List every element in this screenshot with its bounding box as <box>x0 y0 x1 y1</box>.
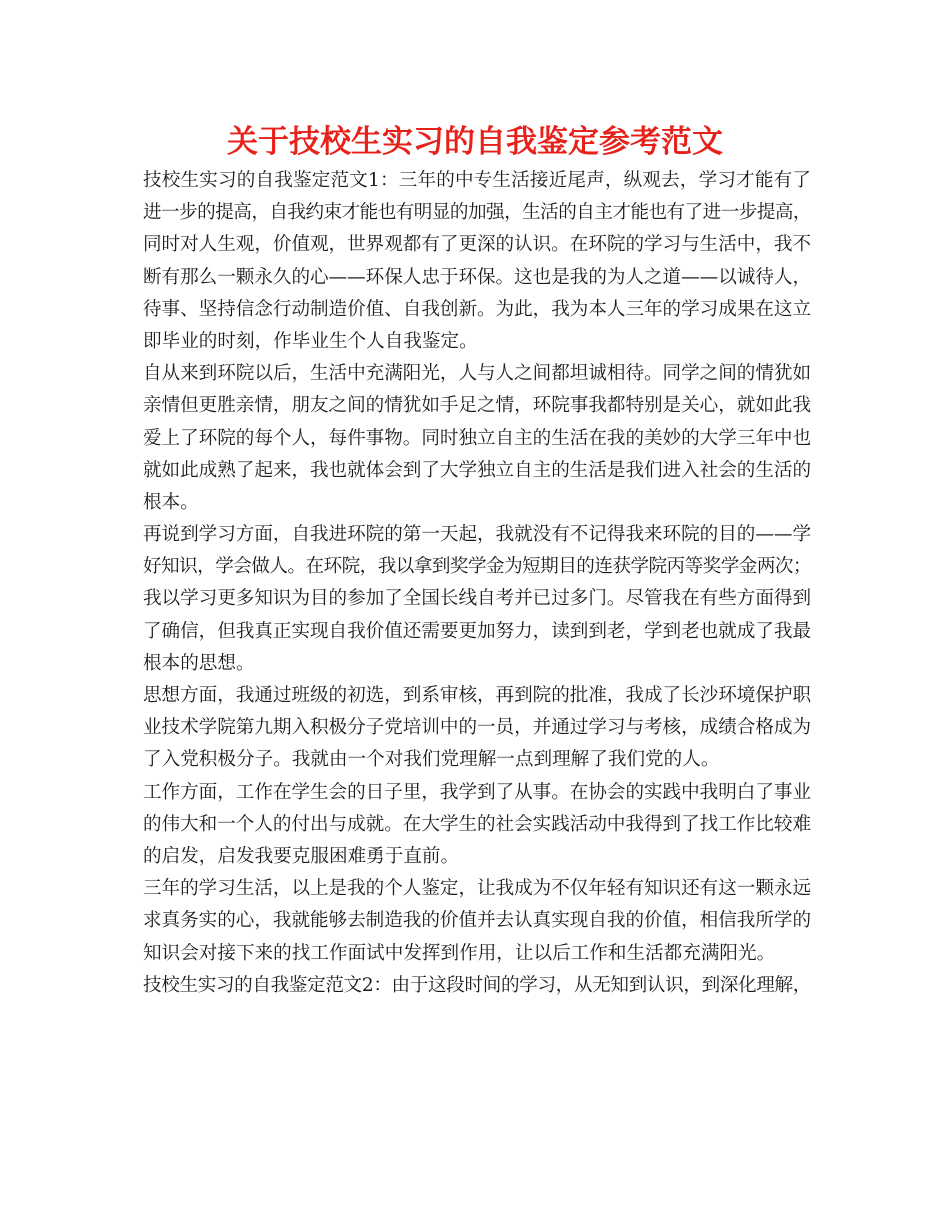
body-text-line: 就如此成熟了起来，我也就体会到了大学独立自主的生活是我们进入社会的生活的 <box>143 459 811 481</box>
body-text-line: 根本。 <box>143 491 199 513</box>
body-text-line: 即毕业的时刻，作毕业生个人自我鉴定。 <box>143 330 478 352</box>
body-text-line: 技校生实习的自我鉴定范文1：三年的中专生活接近尾声，纵观去，学习才能有了 <box>143 170 811 191</box>
body-text-line: 了确信，但我真正实现自我价值还需要更加努力，读到到老，学到老也就成了我最 <box>143 620 811 642</box>
body-text-line: 了入党积极分子。我就由一个对我们党理解一点到理解了我们党的人。 <box>143 749 720 771</box>
body-text-line: 待事、坚持信念行动制造价值、自我创新。为此，我为本人三年的学习成果在这立 <box>143 298 811 320</box>
body-text-line: 知识会对接下来的找工作面试中发挥到作用，让以后工作和生活都充满阳光。 <box>143 942 776 964</box>
body-text-line: 我以学习更多知识为目的参加了全国长线自考并已过多门。尽管我在有些方面得到 <box>143 588 811 610</box>
body-text-line: 思想方面，我通过班级的初选，到系审核，再到院的批准，我成了长沙环境保护职 <box>143 685 811 706</box>
body-text-line: 根本的思想。 <box>143 652 255 674</box>
body-text-line: 断有那么一颗永久的心——环保人忠于环保。这也是我的为人之道——以诚待人， <box>143 266 811 288</box>
body-text-line: 三年的学习生活，以上是我的个人鉴定，让我成为不仅年轻有知识还有这一颗永远 <box>143 878 811 900</box>
document-body <box>143 165 811 1002</box>
body-text-line: 亲情但更胜亲情，朋友之间的情犹如手足之情，环院事我都特别是关心，就如此我 <box>143 395 811 417</box>
body-text-line: 求真务实的心，我就能够去制造我的价值并去认真实现自我的价值，相信我所学的 <box>143 910 811 932</box>
document-title: 关于技校生实习的自我鉴定参考范文 <box>227 124 723 160</box>
body-text-line: 的启发，启发我要克服困难勇于直前。 <box>143 845 460 867</box>
body-text-line: 进一步的提高，自我约束才能也有明显的加强，生活的自主才能也有了进一步提高， <box>143 202 811 224</box>
body-text-line: 好知识，学会做人。在环院，我以拿到奖学金为短期目的连获学院丙等奖学金两次； <box>143 556 811 578</box>
body-text-line: 同时对人生观，价值观，世界观都有了更深的认识。在环院的学习与生活中，我不 <box>143 234 811 256</box>
body-text-line: 自从来到环院以后，生活中充满阳光，人与人之间都坦诚相待。同学之间的情犹如 <box>143 363 811 385</box>
body-text-line: 的伟大和一个人的付出与成就。在大学生的社会实践活动中我得到了找工作比较难 <box>143 813 811 835</box>
body-text-line: 业技术学院第九期入积极分子党培训中的一员，并通过学习与考核，成绩合格成为 <box>143 717 811 739</box>
body-text-line: 再说到学习方面，自我进环院的第一天起，我就没有不记得我来环院的目的——学 <box>143 524 811 546</box>
body-text-line: 技校生实习的自我鉴定范文2：由于这段时间的学习，从无知到认识，到深化理解， <box>143 974 811 996</box>
body-text-line: 爱上了环院的每个人，每件事物。同时独立自主的生活在我的美妙的大学三年中也 <box>143 427 811 449</box>
body-text-line: 工作方面，工作在学生会的日子里，我学到了从事。在协会的实践中我明白了事业 <box>143 781 811 803</box>
